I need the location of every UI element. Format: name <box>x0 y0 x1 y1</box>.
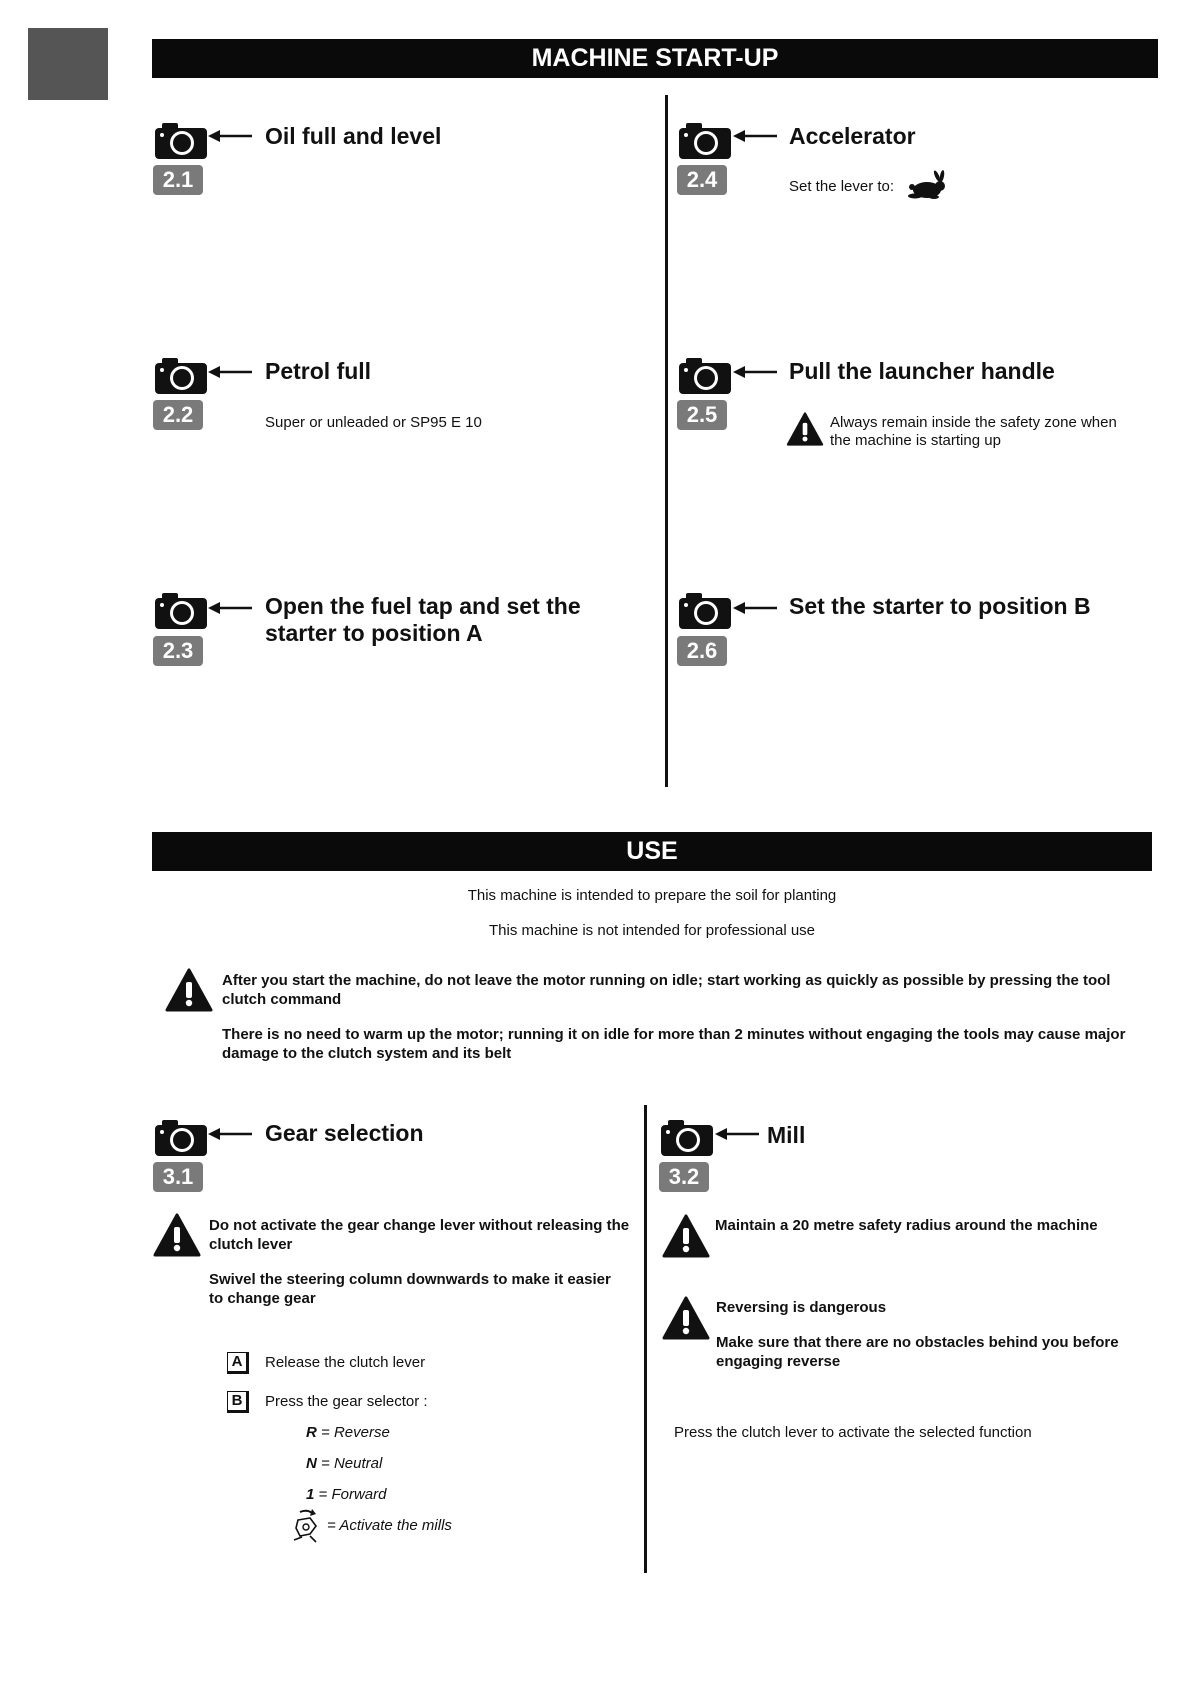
warning-icon <box>153 1213 201 1257</box>
warning-icon <box>786 412 824 446</box>
use-warning-2-line1: There is no need to warm up the motor; running it on idle for more than 2 minutes without engaging the tools may cause major <box>222 1026 1126 1043</box>
camera-icon <box>659 1118 715 1158</box>
step-badge: 2.3 <box>153 636 203 666</box>
step-a-label: A <box>227 1352 249 1374</box>
camera-icon <box>153 356 209 396</box>
step-title: Gear selection <box>265 1120 424 1146</box>
arrow-left-icon <box>208 601 252 615</box>
column-divider <box>644 1105 647 1573</box>
arrow-left-icon <box>733 365 777 379</box>
step-title: Mill <box>767 1122 806 1148</box>
step-title: Petrol full <box>265 358 372 384</box>
step-badge: 3.1 <box>153 1162 203 1192</box>
use-warning-1-line2: clutch command <box>222 991 342 1008</box>
rabbit-fast-icon <box>907 170 947 202</box>
warning-text-line1: Always remain inside the safety zone when <box>830 414 1117 431</box>
step-badge: 2.1 <box>153 165 203 195</box>
step-title-line2: starter to position A <box>265 620 483 646</box>
arrow-left-icon <box>208 129 252 143</box>
gear-warning-line2: clutch lever <box>209 1236 293 1253</box>
arrow-left-icon <box>715 1127 759 1141</box>
gear-swivel-line2: to change gear <box>209 1290 316 1307</box>
warning-icon <box>165 968 213 1012</box>
mill-note: Press the clutch lever to activate the selected function <box>674 1424 1032 1441</box>
step-title: Oil full and level <box>265 123 442 149</box>
machine-startup-heading: MACHINE START-UP <box>152 39 1158 78</box>
step-text: Super or unleaded or SP95 E 10 <box>265 414 482 431</box>
camera-icon <box>677 591 733 631</box>
step-badge: 2.4 <box>677 165 727 195</box>
camera-icon <box>153 121 209 161</box>
gear-swivel-line1: Swivel the steering column downwards to make it easier <box>209 1271 611 1288</box>
gear-option-mills: = Activate the mills <box>327 1517 452 1534</box>
mill-warning-2-line2: Make sure that there are no obstacles behind you before <box>716 1334 1119 1351</box>
step-b-text: Press the gear selector : <box>265 1393 428 1410</box>
gear-warning-line1: Do not activate the gear change lever without releasing the <box>209 1217 630 1234</box>
mills-icon <box>292 1508 322 1544</box>
mill-warning-2-line3: engaging reverse <box>716 1353 841 1370</box>
use-warning-1-line1: After you start the machine, do not leave the motor running on idle; start working as quickly as possible by pressing the tool <box>222 972 1111 989</box>
step-a-text: Release the clutch lever <box>265 1354 426 1371</box>
column-divider <box>665 95 668 787</box>
camera-icon <box>153 1118 209 1158</box>
step-title: Set the starter to position B <box>789 593 1091 619</box>
gear-option-forward: 1 = Forward <box>306 1486 387 1503</box>
use-intro-2: This machine is not intended for professional use <box>488 922 815 939</box>
use-warning-2-line2: damage to the clutch system and its belt <box>222 1045 512 1062</box>
mill-warning-1: Maintain a 20 metre safety radius around the machine <box>715 1217 1098 1234</box>
camera-icon <box>677 121 733 161</box>
step-badge: 2.5 <box>677 400 727 430</box>
warning-text-line2: the machine is starting up <box>830 432 1001 449</box>
use-heading: USE <box>152 832 1152 871</box>
page-corner-tab <box>28 28 108 100</box>
warning-icon <box>662 1214 710 1258</box>
step-b-label: B <box>227 1391 249 1413</box>
camera-icon <box>153 591 209 631</box>
arrow-left-icon <box>733 129 777 143</box>
step-text: Set the lever to: <box>789 178 895 195</box>
step-badge: 2.2 <box>153 400 203 430</box>
step-title: Accelerator <box>789 123 916 149</box>
arrow-left-icon <box>733 601 777 615</box>
gear-option-neutral: N = Neutral <box>306 1455 383 1472</box>
arrow-left-icon <box>208 365 252 379</box>
arrow-left-icon <box>208 1127 252 1141</box>
warning-icon <box>662 1296 710 1340</box>
gear-option-reverse: R = Reverse <box>306 1424 390 1441</box>
step-title-line1: Open the fuel tap and set the <box>265 593 581 619</box>
step-badge: 2.6 <box>677 636 727 666</box>
step-badge: 3.2 <box>659 1162 709 1192</box>
camera-icon <box>677 356 733 396</box>
step-title: Pull the launcher handle <box>789 358 1055 384</box>
use-intro-1: This machine is intended to prepare the soil for planting <box>467 887 837 904</box>
mill-warning-2-line1: Reversing is dangerous <box>716 1299 887 1316</box>
